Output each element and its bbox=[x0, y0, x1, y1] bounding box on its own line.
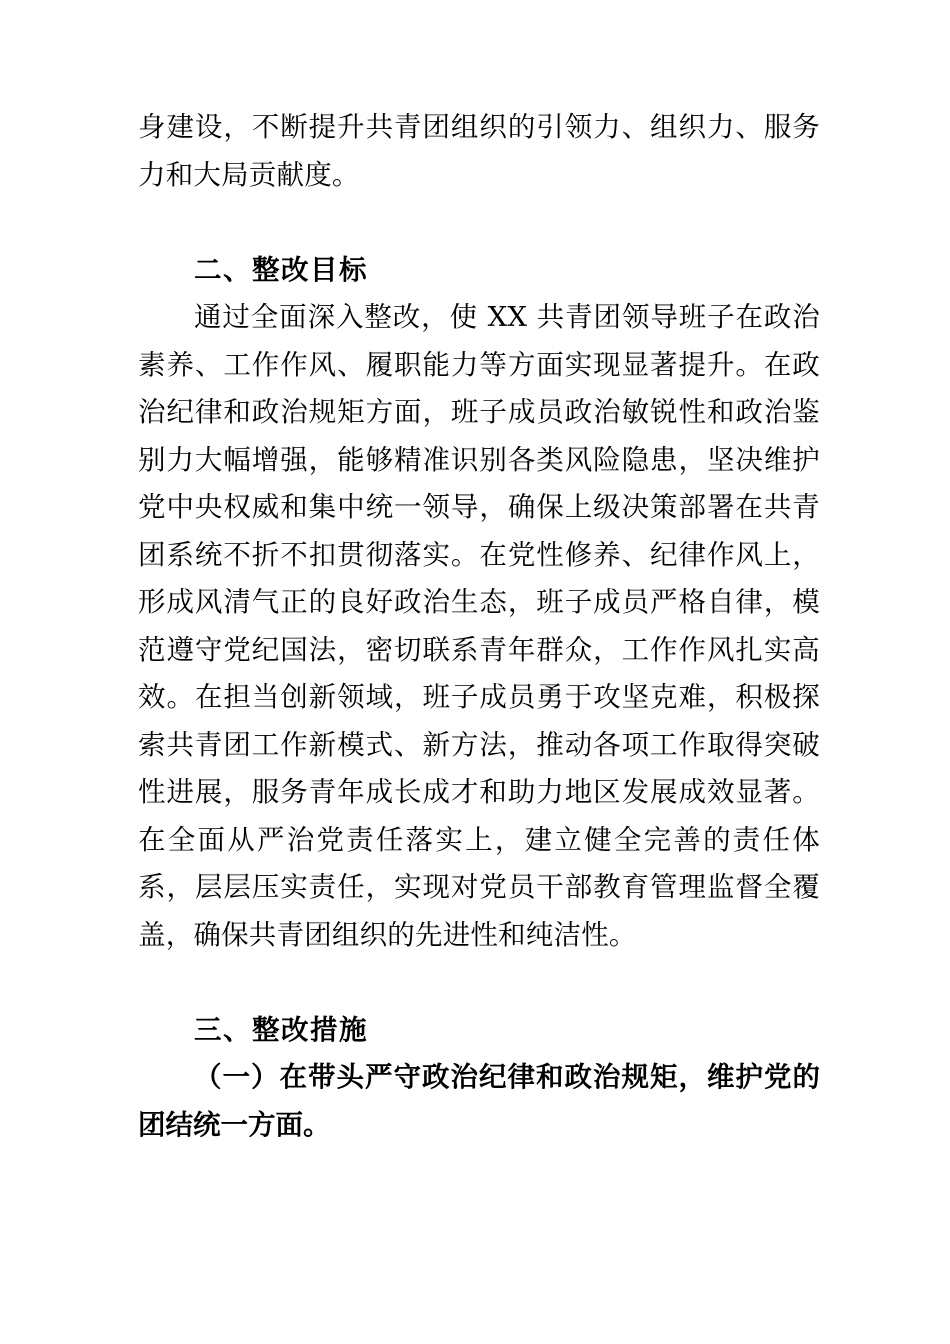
section-heading-two: 二、整改目标 bbox=[194, 253, 368, 286]
spacer-before-section-two bbox=[138, 199, 820, 247]
spacer-before-section-three bbox=[138, 959, 820, 1007]
section-two-paragraph: 通过全面深入整改，使 XX 共青团领导班子在政治素养、工作作风、履职能力等方面实现显著提升。在政治纪律和政治规矩方面，班子成员政治敏锐性和政治鉴别力大幅增强，能够精准识别各类风险隐患，坚决维护党中央权威和集中统一领导，确保上级决策部署在共青团系统不折不扣贯彻落实。在党性修养、纪律作风上，形成风清气正的良好政治生态，班子成员严格自律，模范遵守党纪国法，密切联系青年群众，工作作风扎实高效。在担当创新领域，班子成员勇于攻坚克难，积极探索共青团工作新模式、新方法，推动各项工作取得突破性进展，服务青年成长成才和助力地区发展成效显著。在全面从严治党责任落实上，建立健全完善的责任体系，层层压实责任，实现对党员干部教育管理监督全覆盖，确保共青团组织的先进性和纯洁性。 bbox=[138, 301, 820, 951]
subsection-heading-one: （一）在带头严守政治纪律和政治规矩，维护党的团结统一方面。 bbox=[138, 1061, 820, 1141]
section-heading-three: 三、整改措施 bbox=[194, 1013, 368, 1046]
document-text-column bbox=[138, 104, 820, 1149]
continued-paragraph: 身建设，不断提升共青团组织的引领力、组织力、服务力和大局贡献度。 bbox=[138, 111, 820, 191]
